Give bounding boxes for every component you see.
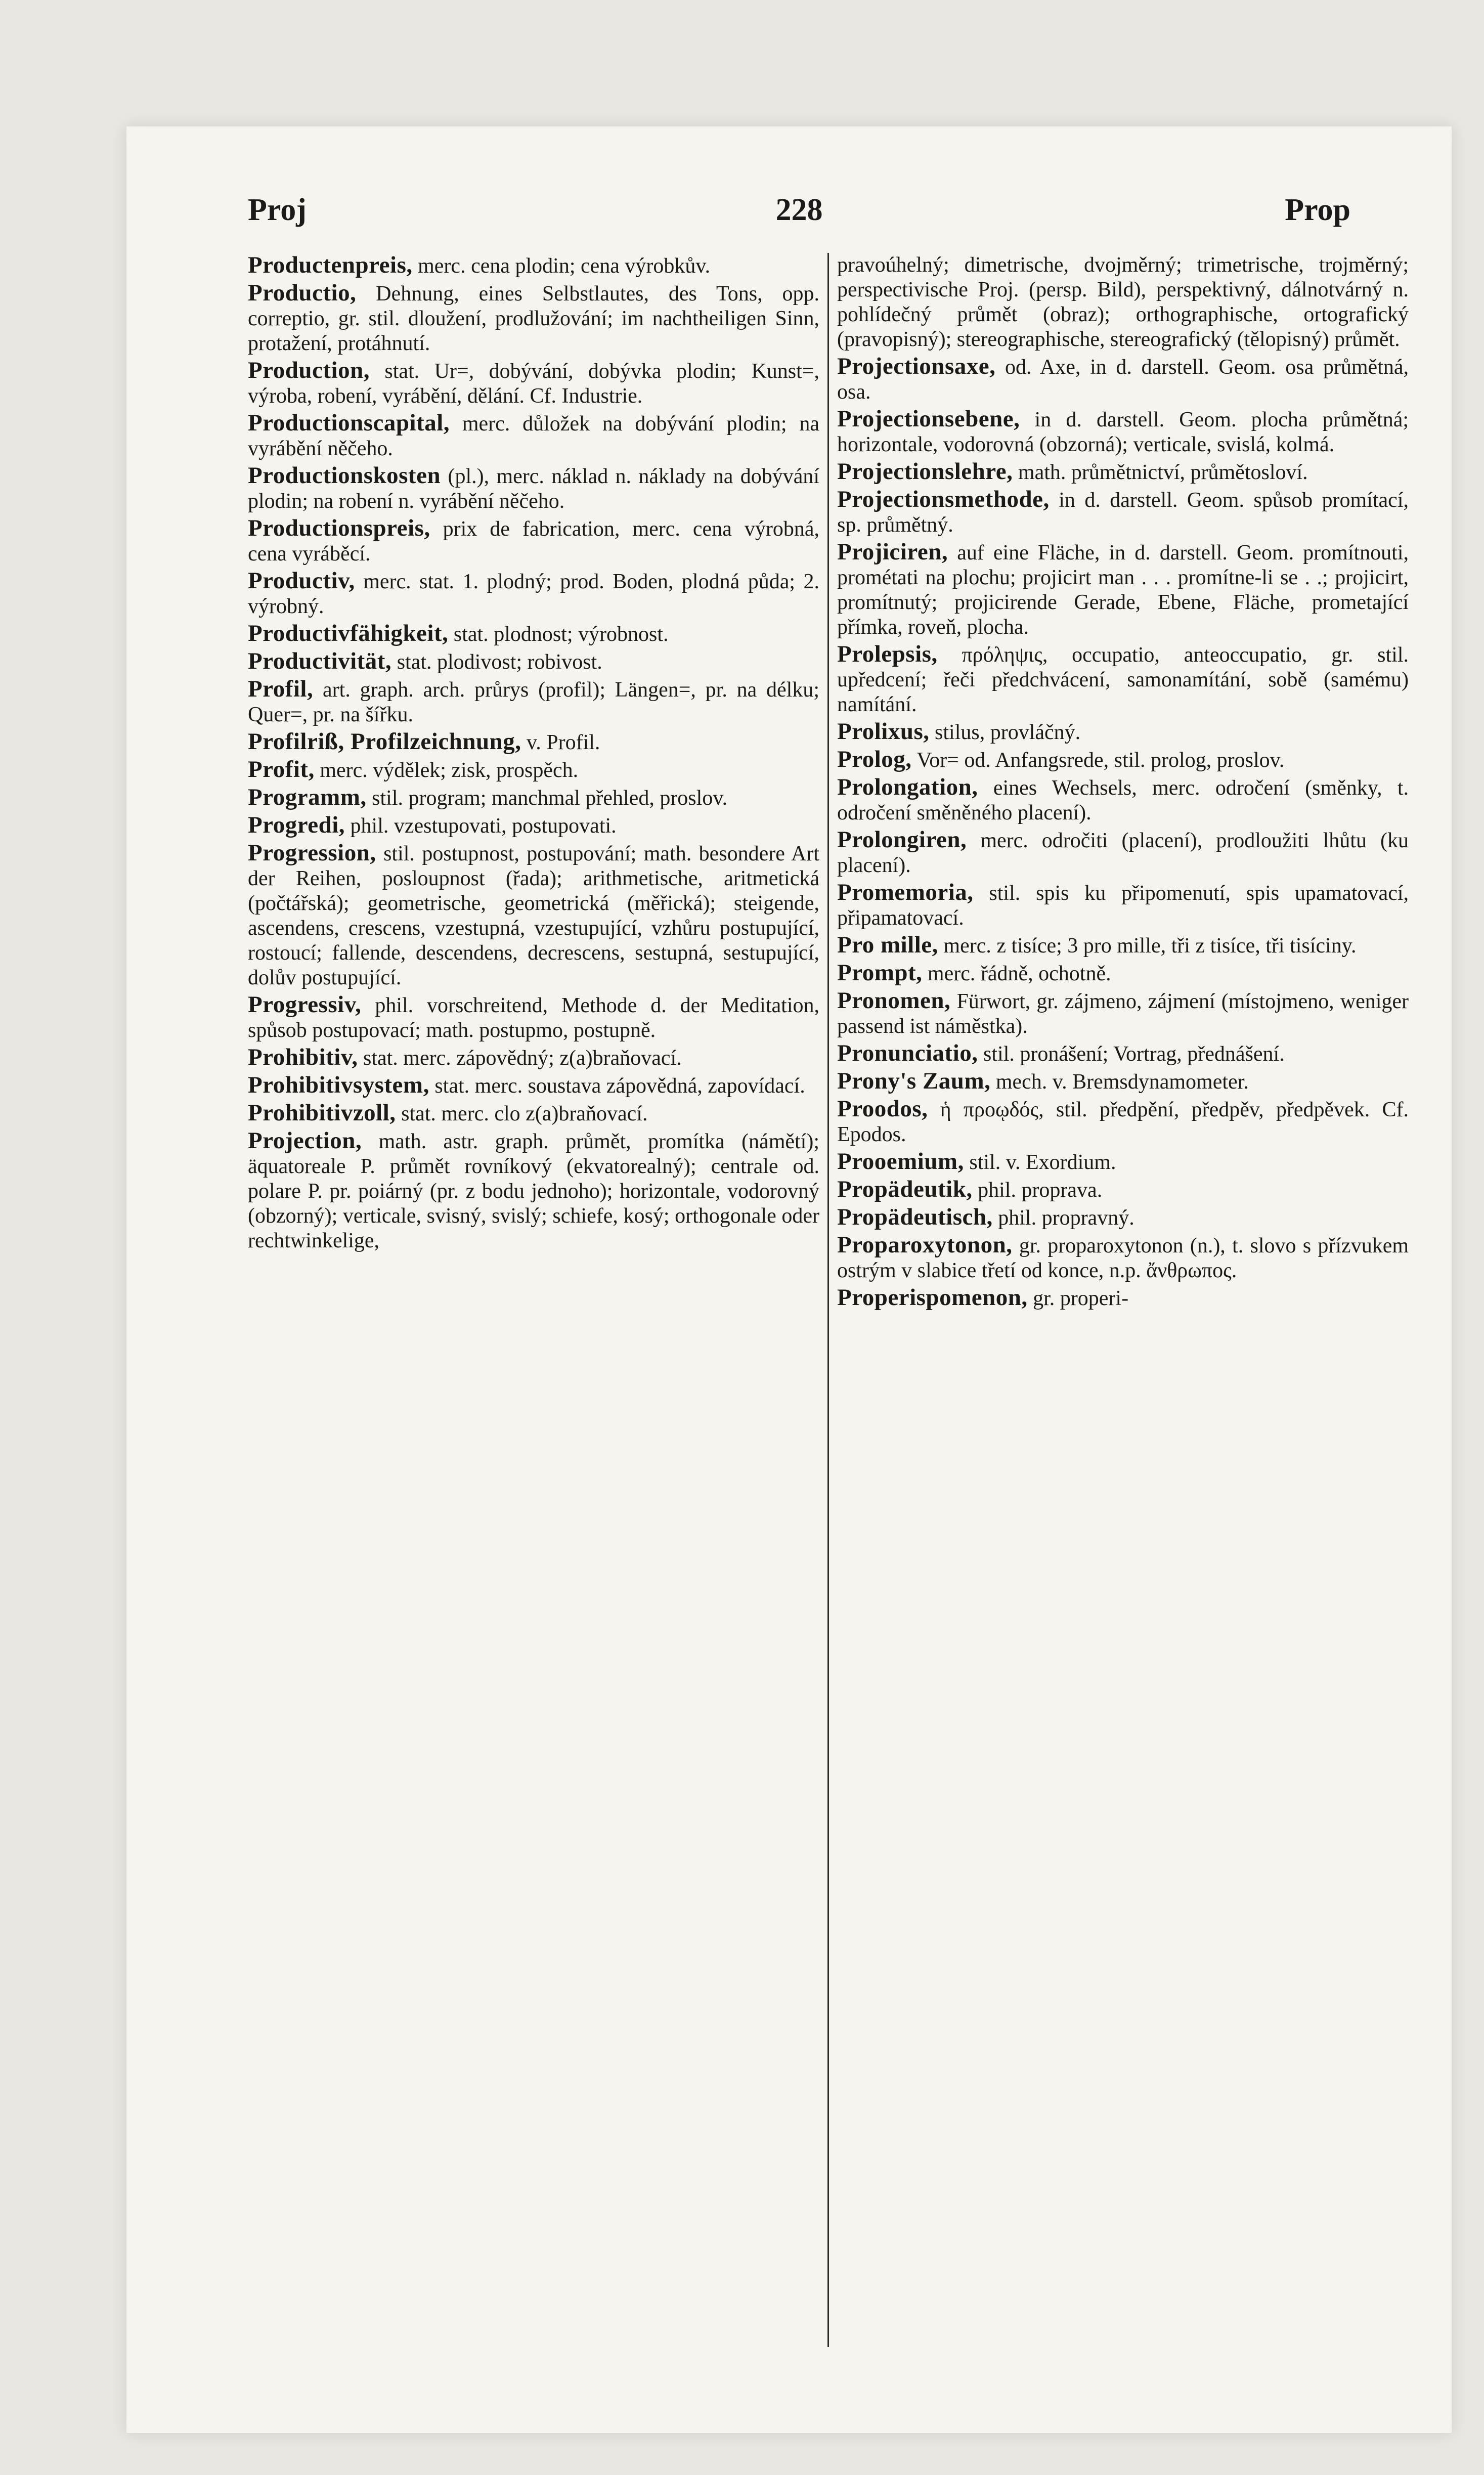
page-number: 228 <box>775 193 823 227</box>
entry-definition: v. Profil. <box>526 731 600 754</box>
dictionary-entry <box>837 642 1409 717</box>
entry-definition: stat. merc. soustava zápovědná, zapovídací. <box>434 1074 805 1098</box>
entry-definition: stil. program; manchmal přehled, proslov. <box>372 787 728 810</box>
dictionary-entry <box>837 459 1409 485</box>
entry-headword: Productenpreis, <box>248 253 413 278</box>
entry-definition: Dehnung, eines Selbstlautes, des Tons, opp. correptio, gr. stil. dloužení, prodlužování; im nachtheiligen Sinn, protažení, protáhnutí. <box>248 282 819 355</box>
dictionary-entry <box>837 1041 1409 1067</box>
entry-definition: auf eine Fläche, in d. darstell. Geom. promítnouti, prométati na plochu; projicirt man . . . promítne-li se . .; projicirt, promítnutý; projicirende Gerade, Ebene, Fläche, prometající přímka, roveň, plocha. <box>837 541 1409 639</box>
dictionary-entry <box>837 775 1409 826</box>
column-divider <box>827 253 829 2347</box>
entry-headword: Prolongation, <box>837 774 978 800</box>
entry-definition: math. astr. graph. průmět, promítka (námětí); äquatoreale P. průmět rovníkový (ekvatorealný); centrale od. polare P. pr. poiárný (pr. z bodu jednoho); horizontale, vodorovný (obzorný); verticale, svisný, svislý; schiefe, kosý; orthogonale oder rechtwinkelige, <box>248 1130 819 1252</box>
dictionary-page <box>126 126 1452 2433</box>
entry-definition: stat. merc. clo z(a)braňovací. <box>401 1102 648 1125</box>
entry-definition: in d. darstell. Geom. plocha průmětná; horizontale, vodorovná (obzorná); verticale, svislá, kolmá. <box>837 408 1409 456</box>
dictionary-entry <box>837 933 1409 959</box>
entry-definition: stil. v. Exordium. <box>969 1151 1116 1174</box>
dictionary-entry <box>248 358 819 409</box>
entry-headword: Properispomenon, <box>837 1284 1028 1311</box>
dictionary-entry <box>837 988 1409 1039</box>
dictionary-entry <box>248 621 819 647</box>
entry-headword: Productivität, <box>248 648 392 674</box>
dictionary-entry <box>248 1128 819 1253</box>
running-header <box>238 192 1361 238</box>
entry-headword: Prolixus, <box>837 718 930 745</box>
dictionary-entry <box>248 1073 819 1099</box>
entry-headword: Progression, <box>248 840 376 866</box>
entry-headword: Productivfähigkeit, <box>248 620 449 646</box>
entry-headword: Prompt, <box>837 960 923 986</box>
entry-headword: Progredi, <box>248 812 345 838</box>
entry-headword: Prolongiren, <box>837 827 967 853</box>
entry-definition: πρόληψις, occupatio, anteoccupatio, gr. stil. upředcení; řeči předchvácení, samonamítání, sobě (samému) namítání. <box>837 643 1409 716</box>
dictionary-entry <box>248 1045 819 1071</box>
entry-definition: phil. propravný. <box>998 1206 1134 1230</box>
entry-headword: Productionskosten <box>248 462 441 489</box>
dictionary-entry <box>248 411 819 461</box>
entry-definition: eines Wechsels, merc. odročení (směnky, t. odročení směněného placení). <box>837 776 1409 824</box>
dictionary-entry <box>248 281 819 356</box>
entry-headword: Prohibitivzoll, <box>248 1100 396 1126</box>
entry-headword: Profit, <box>248 756 315 783</box>
dictionary-entry <box>837 1177 1409 1203</box>
dictionary-entry <box>837 1149 1409 1175</box>
dictionary-entry <box>248 757 819 783</box>
dictionary-entry <box>248 729 819 755</box>
dictionary-entry <box>837 1233 1409 1283</box>
entry-headword: Proparoxytonon, <box>837 1232 1013 1258</box>
entry-headword: Prooemium, <box>837 1148 964 1175</box>
entry-definition: od. Axe, in d. darstell. Geom. osa průmětná, osa. <box>837 356 1409 404</box>
dictionary-entry <box>837 1205 1409 1231</box>
dictionary-entry <box>837 407 1409 457</box>
entry-definition: stat. plodivost; robivost. <box>397 650 602 674</box>
entry-definition: merc. z tisíce; 3 pro mille, tři z tisíce, tři tisíciny. <box>943 934 1357 958</box>
entry-definition: stat. plodnost; výrobnost. <box>453 623 669 646</box>
dictionary-entry <box>837 354 1409 405</box>
dictionary-entry <box>248 253 819 279</box>
entry-headword: Prolepsis, <box>837 641 938 667</box>
entry-definition: stat. merc. zápovědný; z(a)braňovací. <box>363 1047 682 1070</box>
entry-headword: Pronunciatio, <box>837 1040 978 1066</box>
dictionary-entry <box>248 516 819 567</box>
entry-headword: Projectionsmethode, <box>837 486 1050 512</box>
dictionary-entry <box>837 1069 1409 1095</box>
entry-headword: Propädeutik, <box>837 1176 973 1202</box>
entry-definition: merc. důložek na dobývání plodin; na vyrábění něčeho. <box>248 412 819 460</box>
entry-definition: merc. cena plodin; cena výrobkův. <box>418 254 711 278</box>
dictionary-entry <box>248 785 819 811</box>
dictionary-entry <box>837 719 1409 745</box>
dictionary-entry <box>248 992 819 1043</box>
right-column <box>837 253 1409 2347</box>
dictionary-entry <box>837 747 1409 773</box>
entry-headword: Projiciren, <box>837 539 948 565</box>
entry-definition: stil. pronášení; Vortrag, přednášení. <box>983 1043 1285 1066</box>
entry-headword: Productionscapital, <box>248 410 450 436</box>
dictionary-entry <box>837 880 1409 931</box>
left-column <box>248 253 819 2347</box>
entry-headword: Productionspreis, <box>248 515 430 541</box>
entry-headword: Projection, <box>248 1127 362 1154</box>
entry-definition: phil. vzestupovati, postupovati. <box>350 814 617 838</box>
entry-headword: Proodos, <box>837 1096 928 1122</box>
entry-definition: gr. proparoxytonon (n.), t. slovo s přízvukem ostrým v slabice třetí od konce, n.p. ἄνθρωπος. <box>837 1234 1409 1282</box>
entry-definition: Fürwort, gr. zájmeno, zájmení (místojmeno, weniger passend ist náměstka). <box>837 990 1409 1038</box>
dictionary-entry <box>248 813 819 839</box>
entry-headword: Programm, <box>248 784 367 810</box>
entry-headword: Production, <box>248 357 370 383</box>
entry-headword: Promemoria, <box>837 879 974 905</box>
entry-headword: Prolog, <box>837 746 912 772</box>
entry-definition: art. graph. arch. průrys (profil); Längen=, pr. na délku; Quer=, pr. na šířku. <box>248 678 819 726</box>
entry-headword: Projectionslehre, <box>837 458 1013 485</box>
entry-headword: Pro mille, <box>837 932 938 958</box>
entry-headword: Pronomen, <box>837 987 951 1014</box>
entry-definition: ἡ προῳδός, stil. předpění, předpěv, předpěvek. Cf. Epodos. <box>837 1098 1409 1146</box>
entry-definition: stil. postupnost, postupování; math. besondere Art der Reihen, posloupnost (řada); arithmetische, aritmetická (počtářská); geometrische, geometrická (měřická); steigende, ascendens, crescens, vzestupná, vzestupující, vzhůru postupující, rostoucí; fallende, descendens, decrescens, sestupná, sestupující, dolův postupující. <box>248 842 819 989</box>
two-column-body <box>248 253 1411 2347</box>
entry-definition: stat. Ur=, dobývání, dobývka plodin; Kunst=, výroba, robení, vyrábění, dělání. Cf. Industrie. <box>248 360 819 408</box>
entry-headword: Projectionsebene, <box>837 406 1020 432</box>
dictionary-entry <box>837 540 1409 640</box>
entry-headword: Profilriß, Profilzeichnung, <box>248 728 521 755</box>
dictionary-entry <box>248 841 819 990</box>
entry-definition: gr. properi- <box>1033 1287 1129 1310</box>
entry-headword: Progressiv, <box>248 991 362 1018</box>
entry-definition: merc. řádně, ochotně. <box>927 962 1111 985</box>
dictionary-entry <box>248 677 819 727</box>
entry-definition: in d. darstell. Geom. spůsob promítací, sp. průmětný. <box>837 489 1409 537</box>
entry-definition: (pl.), merc. náklad n. náklady na dobývání plodin; na robení n. vyrábění něčeho. <box>248 465 819 513</box>
entry-definition: mech. v. Bremsdynamometer. <box>995 1070 1249 1094</box>
dictionary-entry <box>837 253 1409 352</box>
entry-definition: math. průmětnictví, průmětosloví. <box>1018 461 1308 484</box>
dictionary-entry <box>248 1101 819 1126</box>
dictionary-entry <box>837 828 1409 878</box>
entry-headword: Profil, <box>248 676 314 702</box>
entry-definition: merc. odročiti (placení), prodloužiti lhůtu (ku placení). <box>837 829 1409 877</box>
entry-headword: Productio, <box>248 280 357 306</box>
dictionary-entry <box>837 1097 1409 1147</box>
entry-definition: Vor= od. Anfangsrede, stil. prolog, proslov. <box>916 749 1285 772</box>
entry-definition: phil. vorschreitend, Methode d. der Meditation, spůsob postupovací; math. postupmo, postupně. <box>248 994 819 1042</box>
header-left-guideword: Proj <box>248 193 307 227</box>
entry-definition: phil. proprava. <box>978 1179 1103 1202</box>
dictionary-entry <box>248 463 819 514</box>
entry-headword: Prohibitiv, <box>248 1044 358 1070</box>
entry-definition: stilus, provláčný. <box>935 721 1081 744</box>
entry-definition: pravoúhelný; dimetrische, dvojměrný; trimetrische, trojměrný; perspectivische Proj. (persp. Bild), perspektivný, dálnotvárný n. pohlídečný průmět (obraz); orthographische, ortografický (pravopisný); stereographische, stereografický (tělopisný) průmět. <box>837 253 1409 351</box>
header-right-guideword: Prop <box>1285 193 1350 227</box>
dictionary-entry <box>837 487 1409 538</box>
entry-headword: Prohibitivsystem, <box>248 1072 429 1098</box>
dictionary-entry <box>248 569 819 619</box>
entry-headword: Productiv, <box>248 568 355 594</box>
entry-definition: merc. stat. 1. plodný; prod. Boden, plodná půda; 2. výrobný. <box>248 570 819 618</box>
entry-definition: prix de fabrication, merc. cena výrobná, cena vyráběcí. <box>248 517 819 566</box>
dictionary-entry <box>248 649 819 675</box>
entry-headword: Projectionsaxe, <box>837 353 996 379</box>
entry-headword: Prony's Zaum, <box>837 1068 991 1094</box>
dictionary-entry <box>837 961 1409 986</box>
entry-definition: stil. spis ku připomenutí, spis upamatovací, připamatovací. <box>837 882 1409 930</box>
dictionary-entry <box>837 1285 1409 1311</box>
entry-headword: Propädeutisch, <box>837 1204 993 1230</box>
entry-definition: merc. výdělek; zisk, prospěch. <box>320 759 579 782</box>
